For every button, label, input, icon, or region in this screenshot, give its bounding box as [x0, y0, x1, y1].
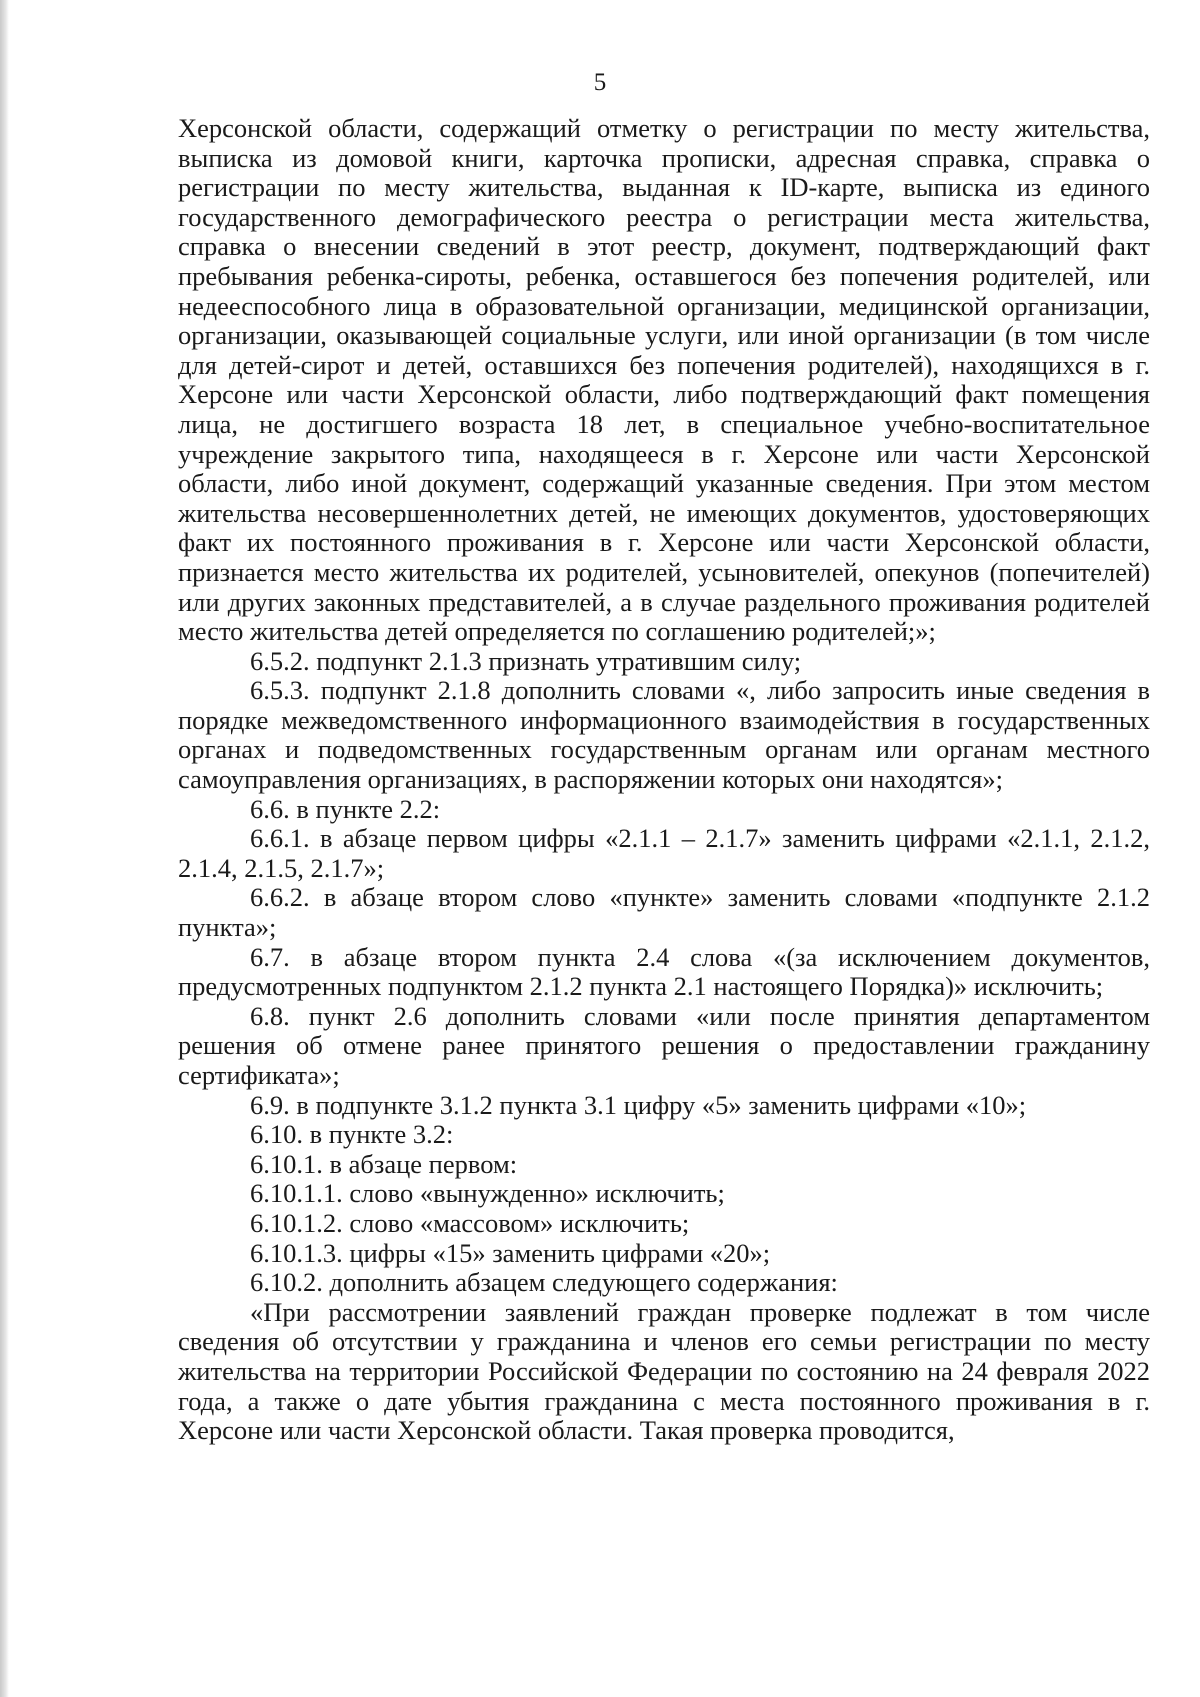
paragraph-6-6: 6.6. в пункте 2.2: — [250, 793, 441, 824]
paragraph-6-10-2: 6.10.2. дополнить абзацем следующего содержания: — [250, 1267, 838, 1298]
paragraph-quoted-text: «При рассмотрении заявлений граждан проверке подлежат в том числе сведения об отсутствии у гражданина и членов его семьи регистрации по месту жительства на территории Российской Федерации по состоянию на 24 февраля 2022 года, а также о дате убытия гражданина с места постоянного проживания в г. Херсоне или части Херсонской области. Такая проверка проводится, — [178, 1296, 1150, 1446]
paragraph-6-10-1-1: 6.10.1.1. слово «вынужденно» исключить; — [250, 1178, 725, 1209]
paragraph-6-5-2: 6.5.2. подпункт 2.1.3 признать утратившим силу; — [250, 645, 802, 676]
paragraph-6-8: 6.8. пункт 2.6 дополнить словами «или после принятия департаментом решения об отмене ранее принятого решения о предоставлении гражданину сертификата»; — [178, 1000, 1150, 1090]
paragraph-6-5-3: 6.5.3. подпункт 2.1.8 дополнить словами «, либо запросить иные сведения в порядке межведомственного информационного взаимодействия в государственных органах и подведомственных государственным органам или органам местного самоуправления организациях, в распоряжении которых они находятся»; — [178, 675, 1150, 795]
paragraph-6-10-1-2: 6.10.1.2. слово «массовом» исключить; — [250, 1207, 690, 1238]
paragraph-6-6-1: 6.6.1. в абзаце первом цифры «2.1.1 – 2.1.7» заменить цифрами «2.1.1, 2.1.2, 2.1.4, 2.1.5, 2.1.7»; — [178, 823, 1150, 883]
paragraph-6-6-2: 6.6.2. в абзаце втором слово «пункте» заменить словами «подпункте 2.1.2 пункта»; — [178, 882, 1150, 943]
paragraph-6-7: 6.7. в абзаце втором пункта 2.4 слова «(за исключением документов, предусмотренных подпунктом 2.1.2 пункта 2.1 настоящего Порядка)» исключить; — [178, 941, 1150, 1002]
paragraph-continuation: Херсонской области, содержащий отметку о регистрации по месту жительства, выписка из домовой книги, карточка прописки, адресная справка, справка о регистрации по месту жительства, выданная к ID-карте, выписка из единого государственного демографического реестра о регистрации места жительства, справка о внесении сведений в этот реестр, документ, подтверждающий факт пребывания ребенка-сироты, ребенка, оставшегося без попечения родителей, или недееспособного лица в образовательной организации, медицинской организации, организации, оказывающей социальные услуги, или иной организации (в том числе для детей-сирот и детей, оставшихся без попечения родителей), находящихся в г. Херсоне или части Херсонской области, либо подтверждающий факт помещения лица, не достигшего возраста 18 лет, в специальное учебно-воспитательное учреждение закрытого типа, находящееся в г. Херсоне или части Херсонской области, либо иной документ, содержащий указанные сведения. При этом местом жительства несовершеннолетних детей, не имеющих документов, удостоверяющих факт их постоянного проживания в г. Херсоне или части Херсонской области, признается место жительства их родителей, усыновителей, опекунов (попечителей) или других законных представителей, а в случае раздельного проживания родителей место жительства детей определяется по соглашению родителей;»; — [178, 113, 1150, 647]
paragraph-6-10-1: 6.10.1. в абзаце первом: — [250, 1148, 518, 1179]
scan-left-edge — [0, 0, 9, 1697]
paragraph-6-10: 6.10. в пункте 3.2: — [250, 1119, 454, 1150]
document-body — [178, 114, 1150, 1446]
paragraph-6-10-1-3: 6.10.1.3. цифры «15» заменить цифрами «20»; — [250, 1237, 771, 1268]
page-number: 5 — [593, 69, 607, 96]
paragraph-6-9: 6.9. в подпункте 3.1.2 пункта 3.1 цифру «5» заменить цифрами «10»; — [250, 1089, 1027, 1120]
